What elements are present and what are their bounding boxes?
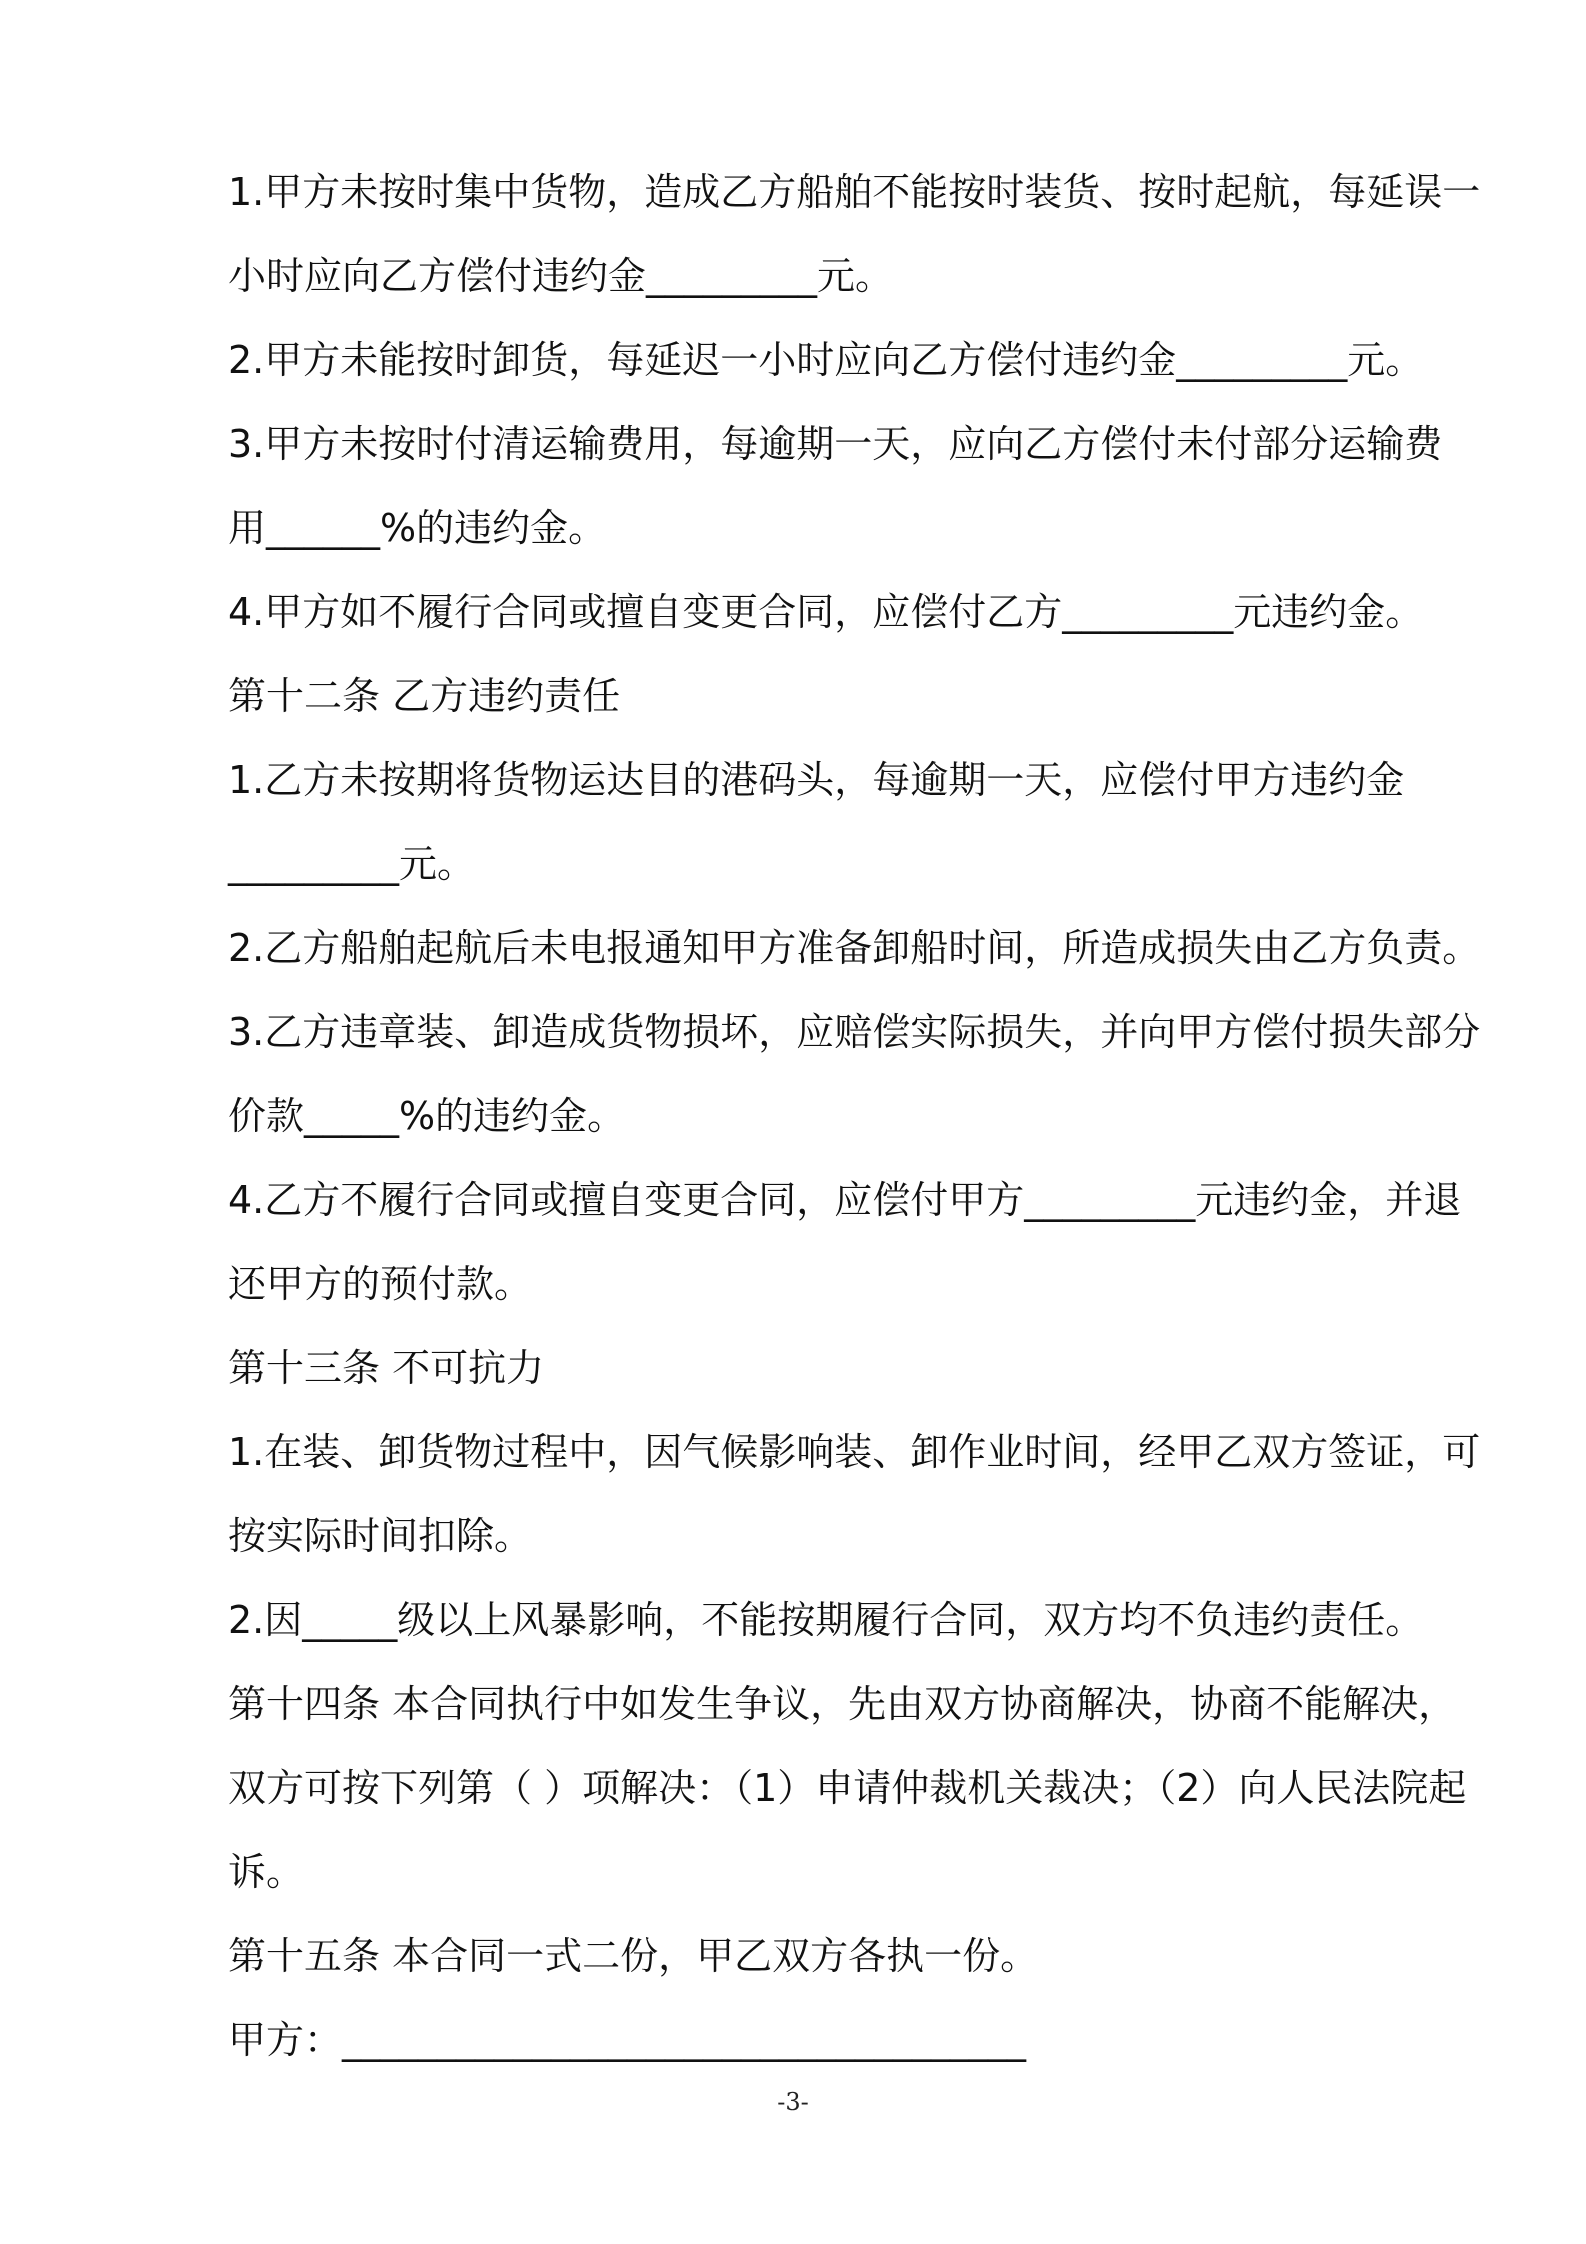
text-line: 1.在装、卸货物过程中，因气候影响装、卸作业时间，经甲乙双方签证，可 (228, 1430, 1481, 1474)
text-line: 2.因_____级以上风暴影响，不能按期履行合同，双方均不负违约责任。 (228, 1598, 1424, 1642)
text-line: 小时应向乙方偿付违约金_________元。 (228, 254, 894, 298)
text-line: 1.乙方未按期将货物运达目的港码头，每逾期一天，应偿付甲方违约金 (228, 758, 1405, 802)
text-line: 4.甲方如不履行合同或擅自变更合同，应偿付乙方_________元违约金。 (228, 590, 1424, 634)
text-line: 价款_____%的违约金。 (228, 1094, 626, 1138)
text-line: 3.甲方未按时付清运输费用，每逾期一天，应向乙方偿付未付部分运输费 (228, 422, 1443, 466)
text-line: 用______%的违约金。 (228, 506, 607, 550)
text-line: 诉。 (228, 1850, 305, 1894)
page-number: -3- (777, 2088, 809, 2116)
section-heading: 第十二条 乙方违约责任 (228, 674, 621, 718)
section-heading: 第十五条 本合同一式二份，甲乙双方各执一份。 (228, 1934, 1039, 1978)
text-line: 1.甲方未按时集中货物，造成乙方船舶不能按时装货、按时起航，每延误一 (228, 170, 1481, 214)
text-line: 2.乙方船舶起航后未电报通知甲方准备卸船时间，所造成损失由乙方负责。 (228, 926, 1481, 970)
text-line: 4.乙方不履行合同或擅自变更合同，应偿付甲方_________元违约金，并退 (228, 1178, 1462, 1222)
document-body (228, 150, 1481, 2082)
text-line: 双方可按下列第（ ）项解决：（1）申请仲裁机关裁决；（2）向人民法院起 (228, 1766, 1467, 1810)
section-heading: 第十三条 不可抗力 (228, 1346, 545, 1390)
text-line: 还甲方的预付款。 (228, 1262, 533, 1306)
section-heading: 第十四条 本合同执行中如发生争议，先由双方协商解决，协商不能解决， (228, 1682, 1457, 1726)
signature-line: 甲方：____________________________________ (228, 2018, 1027, 2062)
text-line: 2.甲方未能按时卸货，每延迟一小时应向乙方偿付违约金_________元。 (228, 338, 1424, 382)
text-line: 3.乙方违章装、卸造成货物损坏，应赔偿实际损失，并向甲方偿付损失部分 (228, 1010, 1481, 1054)
text-line: _________元。 (228, 842, 476, 886)
text-line: 按实际时间扣除。 (228, 1514, 533, 1558)
